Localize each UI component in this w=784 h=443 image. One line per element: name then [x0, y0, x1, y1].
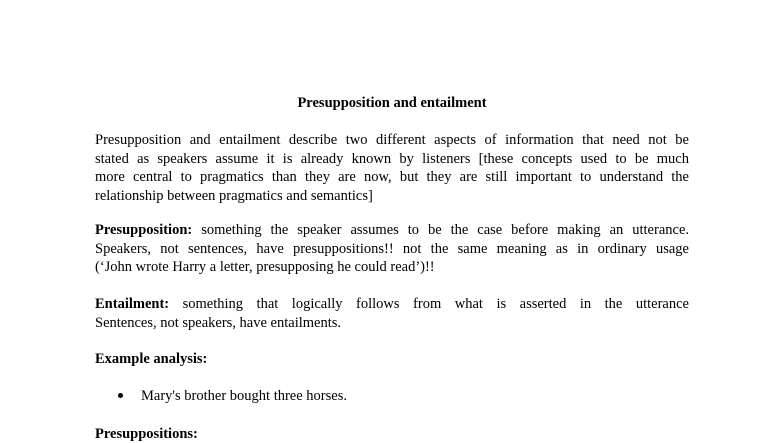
entailment-paragraph [95, 295, 689, 332]
presupposition-line-3: (‘John wrote Harry a letter, presupposing he could read’)!! [95, 259, 435, 276]
presupposition-line-1 [95, 221, 689, 240]
example-analysis-heading: Example analysis: [95, 351, 208, 367]
intro-paragraph [95, 131, 689, 206]
presupposition-paragraph [95, 221, 689, 277]
intro-line-3: more central to pragmatics than they are now, but they are still important to understand the [95, 169, 689, 186]
presuppositions-heading: Presuppositions: [95, 426, 198, 442]
entailment-definition: something that logically follows from what is asserted in the utterance [169, 296, 689, 312]
entailment-term: Entailment: [95, 296, 170, 312]
presupposition-definition: something the speaker assumes to be the case before making an utterance. [192, 222, 689, 238]
example-bullet-item [118, 387, 347, 405]
document-title: Presupposition and entailment [297, 95, 487, 111]
intro-line-1: Presupposition and entailment describe two different aspects of information that need not be [95, 132, 689, 148]
entailment-line-1 [95, 295, 689, 314]
presupposition-line-2: Speakers, not sentences, have presuppositions!! not the same meaning as in ordinary usage [95, 240, 689, 257]
bullet-icon [118, 393, 123, 398]
presupposition-term: Presupposition: [95, 222, 193, 238]
intro-line-2: stated as speakers assume it is already known by listeners [these concepts used to be much [95, 150, 689, 167]
entailment-line-2: Sentences, not speakers, have entailments. [95, 314, 342, 331]
intro-line-4: relationship between pragmatics and semantics] [95, 188, 373, 205]
example-sentence: Mary's brother bought three horses. [141, 388, 347, 404]
